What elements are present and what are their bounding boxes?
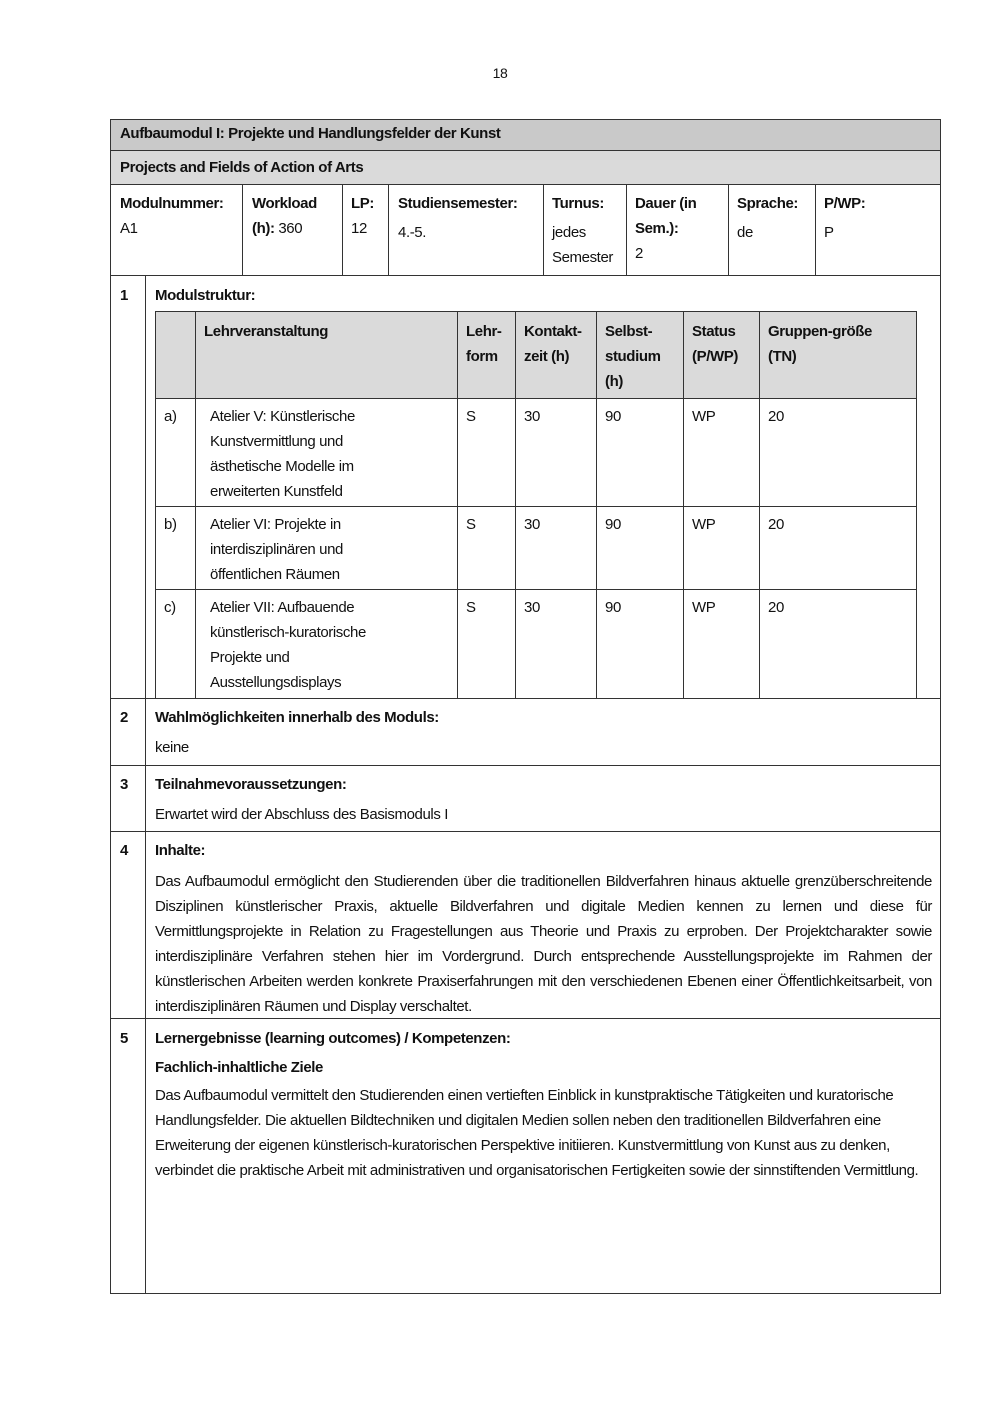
cell-text: WP	[692, 408, 716, 425]
cell-text: 30	[524, 516, 540, 533]
header-lehrform: Lehr- form	[466, 323, 502, 365]
cell-text: Dauer (in	[635, 195, 697, 212]
table-rule	[515, 311, 516, 698]
section-text: Das Aufbaumodul ermöglicht den Studierenden über die traditionellen Bildverfahren hinaus aktuelle grenzüberschreitende Disziplinen künstlerischer Praxis, aktuelle Bildverfahren und digitale Medien kennen zu lernen und diese für Vermittlungsprojekte in Relation zu Fragestellungen aus Theorie und Praxis zu erproben. Der Projektcharakter sowie interdisziplinäre Verfahren stehen hier im Vordergrund. Durch entsprechende Ausstellungsprojekte im Rahmen der künstlerischen Arbeiten werden konkrete Praxiserfahrungen mit den verschiedenen Ebenen einer Öffentlichkeitsarbeit, von interdisziplinären Räumen und Display verschaltet.	[155, 873, 932, 1015]
cell-text: P/WP:	[824, 195, 866, 212]
section-number: 2	[120, 709, 128, 726]
cell-text: 90	[605, 408, 621, 425]
turnus-cell	[552, 191, 613, 270]
section-subtitle: Fachlich-inhaltliche Ziele	[155, 1059, 323, 1076]
cell-text: WP	[692, 516, 716, 533]
section-title: Modulstruktur:	[155, 287, 256, 304]
pwp-cell	[824, 191, 865, 245]
section-number: 3	[120, 776, 128, 793]
section-number: 5	[120, 1030, 128, 1047]
cell-text: P	[824, 224, 834, 241]
table-rule	[110, 275, 940, 276]
header-status: Status (P/WP)	[692, 323, 738, 365]
cell-text: Semester	[552, 249, 613, 266]
module-title: Aufbaumodul I: Projekte und Handlungsfelder der Kunst	[120, 125, 501, 142]
cell-text: S	[466, 516, 476, 533]
table-rule	[155, 398, 916, 399]
cell-text: c)	[164, 599, 176, 616]
table-rule	[195, 311, 196, 698]
cell-text: Turnus:	[552, 195, 604, 212]
modulnummer-cell	[120, 191, 224, 241]
table-rule	[110, 765, 940, 766]
header-gruppengroesse: Gruppen-größe (TN)	[768, 323, 872, 365]
table-rule	[543, 184, 544, 275]
cell-text: 90	[605, 516, 621, 533]
cell-text: 30	[524, 599, 540, 616]
cell-text: LP:	[351, 195, 374, 212]
cell-text: Modulnummer:	[120, 195, 224, 212]
table-rule	[728, 184, 729, 275]
section-number: 1	[120, 287, 128, 304]
cell-text: Studiensemester:	[398, 195, 518, 212]
table-rule	[110, 150, 940, 151]
cell-text: (h):	[252, 220, 275, 237]
section-title: Inhalte:	[155, 842, 206, 859]
section-text: keine	[155, 739, 189, 756]
cell-text: jedes	[552, 224, 586, 241]
cell-text: 90	[605, 599, 621, 616]
cell-text: Atelier V: Künstlerische Kunstvermittlung und ästhetische Modelle im erweiterten Kunstfeld	[210, 408, 355, 500]
cell-text: 20	[768, 599, 784, 616]
table-rule	[626, 184, 627, 275]
lp-cell	[351, 191, 374, 241]
table-rule	[145, 275, 146, 1293]
cell-text: WP	[692, 599, 716, 616]
cell-text: Atelier VI: Projekte in interdisziplinären und öffentlichen Räumen	[210, 516, 343, 583]
table-rule	[759, 311, 760, 698]
header-kontaktzeit: Kontakt- zeit (h)	[524, 323, 582, 365]
table-rule	[155, 589, 916, 590]
cell-text: 20	[768, 408, 784, 425]
table-rule	[388, 184, 389, 275]
cell-text: b)	[164, 516, 177, 533]
table-rule	[242, 184, 243, 275]
dauer-cell	[635, 191, 696, 266]
workload-cell	[252, 191, 317, 241]
cell-text: 2	[635, 245, 643, 262]
cell-text: 12	[351, 220, 367, 237]
section-title: Wahlmöglichkeiten innerhalb des Moduls:	[155, 709, 439, 726]
cell-text: S	[466, 408, 476, 425]
cell-text: 4.-5.	[398, 224, 427, 241]
section-number: 4	[120, 842, 128, 859]
cell-text: Sprache:	[737, 195, 798, 212]
header-lehrveranstaltung: Lehrveranstaltung	[204, 323, 329, 340]
cell-text: Sem.):	[635, 220, 679, 237]
cell-text: a)	[164, 408, 177, 425]
semester-cell	[398, 191, 517, 245]
cell-text: 20	[768, 516, 784, 533]
table-rule	[815, 184, 816, 275]
page-number: 18	[492, 65, 508, 81]
table-rule	[155, 506, 916, 507]
cell-text: Workload	[252, 195, 317, 212]
section-text: Erwartet wird der Abschluss des Basismoduls I	[155, 806, 448, 823]
table-rule	[683, 311, 684, 698]
cell-text: 30	[524, 408, 540, 425]
cell-text: Atelier VII: Aufbauende künstlerisch-kuratorische Projekte und Ausstellungsdisplays	[210, 599, 366, 691]
table-rule	[596, 311, 597, 698]
header-selbststudium: Selbst- studium (h)	[605, 323, 661, 390]
cell-text	[252, 216, 317, 241]
cell-text: de	[737, 224, 753, 241]
module-title-en: Projects and Fields of Action of Arts	[120, 159, 364, 176]
cell-text: 360	[278, 220, 303, 237]
table-rule	[110, 831, 940, 832]
cell-text: A1	[120, 220, 138, 237]
section-title: Lernergebnisse (learning outcomes) / Kompetenzen:	[155, 1030, 511, 1047]
section-text: Das Aufbaumodul vermittelt den Studierenden einen vertieften Einblick in kunstpraktische Tätigkeiten und kuratorische Handlungsfelder. Die aktuellen Bildtechniken und digitalen Medien sollen neben den traditionellen Bildverfahren eine Erweiterung der eigenen künstlerisch-kuratorischen Perspektive initiieren. Kunstvermittlung von Kunst aus zu denken, verbindet die praktische Arbeit mit administrativen und organisatorischen Fertigkeiten sowie der sinnstiftenden Vermittlung.	[155, 1087, 919, 1179]
cell-text: S	[466, 599, 476, 616]
table-rule	[342, 184, 343, 275]
table-rule	[457, 311, 458, 698]
section-title: Teilnahmevoraussetzungen:	[155, 776, 347, 793]
sprache-cell	[737, 191, 798, 245]
